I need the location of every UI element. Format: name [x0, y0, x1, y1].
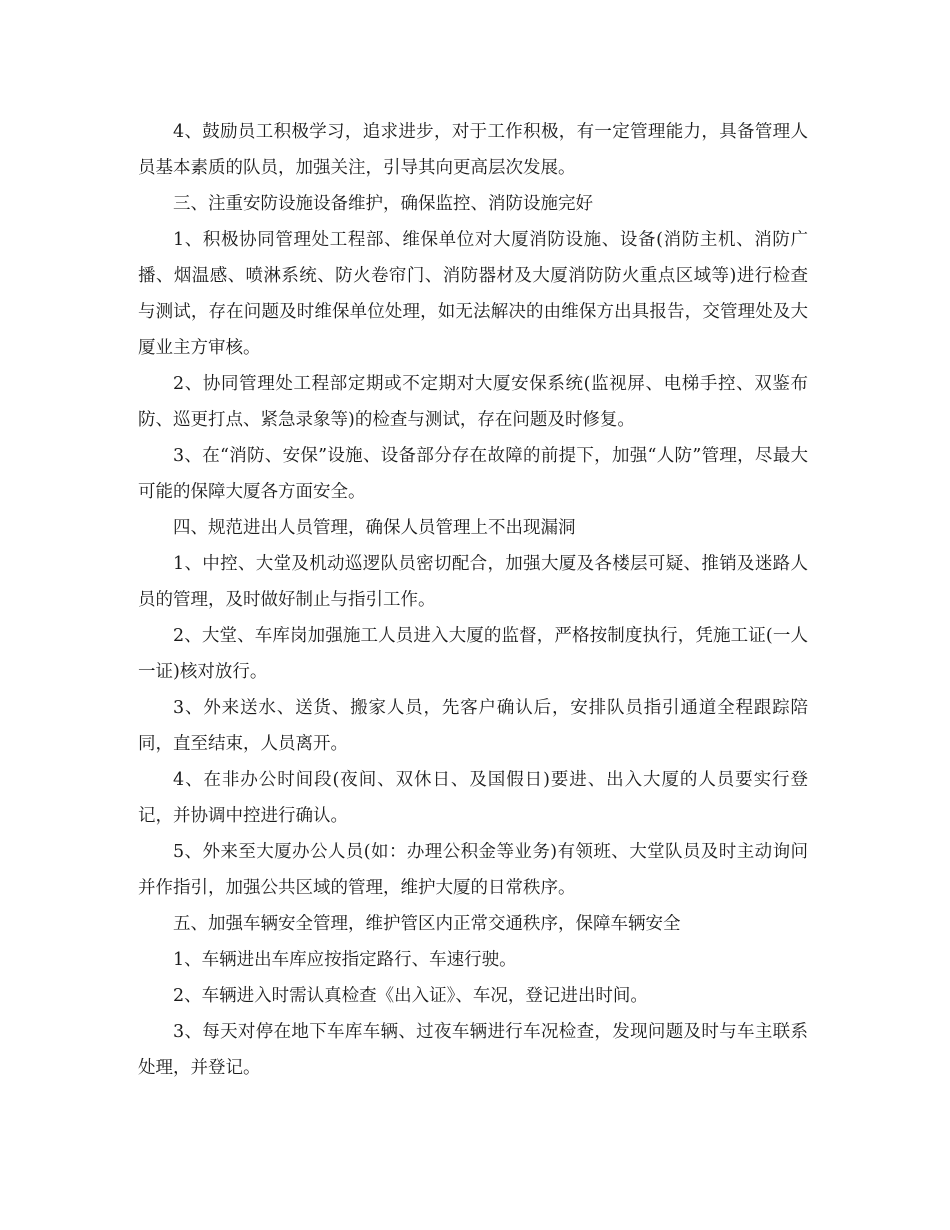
paragraph-vehicle-route: 1、车辆进出车库应按指定路行、车速行驶。	[173, 950, 517, 970]
section-heading-3: 三、注重安防设施设备维护，确保监控、消防设施完好	[173, 194, 593, 214]
paragraph-item-4-talent: 4、鼓励员工积极学习，追求进步，对于工作积极，有一定管理能力，具备管理人员基本素质的队员，加强关注，引导其向更高层次发展。	[138, 122, 808, 178]
section-heading-5: 五、加强车辆安全管理，维护管区内正常交通秩序，保障车辆安全	[173, 914, 681, 934]
paragraph-vehicle-check: 2、车辆进入时需认真检查《出入证》、车况，登记进出时间。	[173, 986, 648, 1006]
paragraph-delivery: 3、外来送水、送货、搬家人员，先客户确认后，安排队员指引通道全程跟踪陪同，直至结束，人员离开。	[138, 698, 808, 754]
section-heading-4: 四、规范进出人员管理，确保人员管理上不出现漏洞	[173, 518, 576, 538]
paragraph-daily-inspection: 3、每天对停在地下车库车辆、过夜车辆进行车况检查，发现问题及时与车主联系处理，并登记。	[138, 1022, 808, 1078]
paragraph-fire-facilities: 1、积极协同管理处工程部、维保单位对大厦消防设施、设备(消防主机、消防广播、烟温感、喷淋系统、防火卷帘门、消防器材及大厦消防防火重点区域等)进行检查与测试，存在问题及时维保单位处理，如无法解决的由维保方出具报告，交管理处及大厦业主方审核。	[138, 230, 808, 358]
document-body	[138, 114, 808, 1086]
paragraph-human-defense: 3、在“消防、安保”设施、设备部分存在故障的前提下，加强“人防”管理，尽最大可能的保障大厦各方面安全。	[138, 446, 808, 502]
paragraph-patrol: 1、中控、大堂及机动巡逻队员密切配合，加强大厦及各楼层可疑、推销及迷路人员的管理，及时做好制止与指引工作。	[138, 554, 808, 610]
paragraph-off-hours: 4、在非办公时间段(夜间、双休日、及国假日)要进、出入大厦的人员要实行登记，并协调中控进行确认。	[138, 770, 808, 826]
paragraph-security-system: 2、协同管理处工程部定期或不定期对大厦安保系统(监视屏、电梯手控、双鉴布防、巡更打点、紧急录象等)的检查与测试，存在问题及时修复。	[138, 374, 808, 430]
paragraph-visitors: 5、外来至大厦办公人员(如：办理公积金等业务)有领班、大堂队员及时主动询问并作指引，加强公共区域的管理，维护大厦的日常秩序。	[138, 842, 808, 898]
paragraph-construction-workers: 2、大堂、车库岗加强施工人员进入大厦的监督，严格按制度执行，凭施工证(一人一证)核对放行。	[138, 626, 808, 682]
